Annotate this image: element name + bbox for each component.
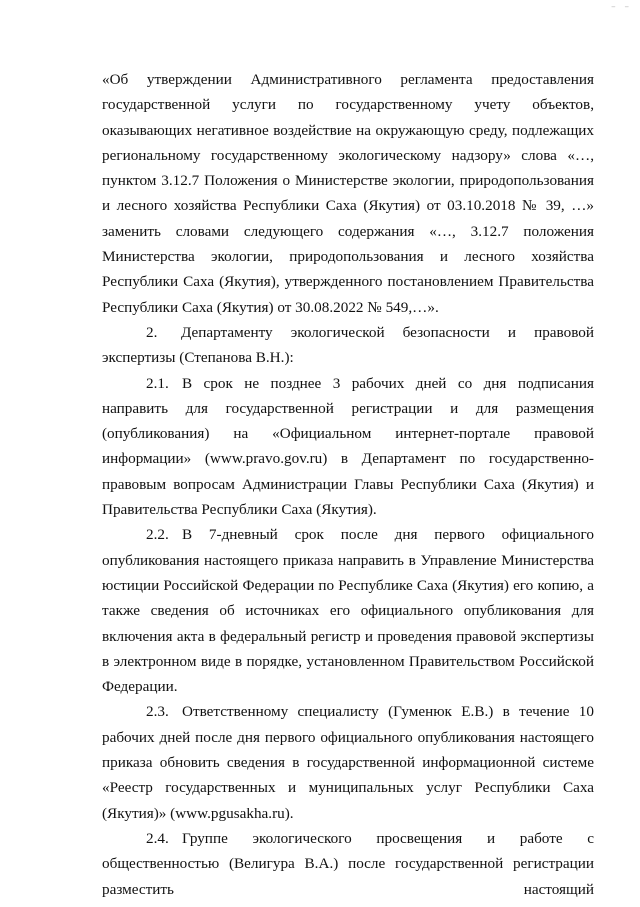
item-number: 2.3. bbox=[146, 703, 169, 721]
paragraph-item-2 bbox=[102, 320, 594, 371]
item-text: Группе экологического просвещения и работе с общественностью (Велигура В.А.) после государственной регистрации разместить настоящий bbox=[102, 829, 594, 898]
item-text: В 7-дневный срок после дня первого официального опубликования настоящего приказа направить в Управление Министерства юстиции Российской Федерации по Республике Саха (Якутия) его копию, а также сведения об источниках его официального опубликования для включения акта в федеральный регистр и проведения правовой экспертизы в электронном виде в порядке, установленном Правительством Российской Федерации. bbox=[102, 526, 594, 696]
paragraph-item-2-3 bbox=[102, 699, 594, 825]
document-body bbox=[102, 67, 594, 902]
paragraph-amendment: «Об утверждении Административного регламента предоставления государственной услуги по государственному учету объектов, оказывающих негативное воздействие на окружающую среду, подлежащих региональному государственному экологическому надзору» слова «…, пунктом 3.12.7 Положения о Министерстве экологии, природопользования и лесного хозяйства Республики Саха (Якутия) от 03.10.2018 № 39, …» заменить словами следующего содержания «…, 3.12.7 положения Министерства экологии, природопользования и лесного хозяйства Республики Саха (Якутия), утвержденного постановлением Правительства Республики Саха (Якутия) от 30.08.2022 № 549,…». bbox=[102, 71, 594, 316]
paragraph-item-2-2 bbox=[102, 522, 594, 699]
item-number: 2.1. bbox=[146, 374, 169, 392]
paragraph-item-2-4 bbox=[102, 826, 594, 902]
item-text: Департаменту экологической безопасности и правовой экспертизы (Степанова В.Н.): bbox=[102, 323, 594, 367]
item-number: 2.4. bbox=[146, 829, 169, 847]
item-number: 2. bbox=[146, 323, 158, 341]
paragraph-item-2-1 bbox=[102, 371, 594, 523]
item-text: В срок не позднее 3 рабочих дней со дня подписания направить для государственной регистрации и для размещения (опубликования) на «Официальном интернет-портале правовой информации» (www.pravo.gov.ru) в Департамент по государственно-правовым вопросам Администрации Главы Республики Саха (Якутия) и Правительства Республики Саха (Якутия). bbox=[102, 374, 594, 519]
item-text: Ответственному специалисту (Гуменюк Е.В.) в течение 10 рабочих дней после дня первого официального опубликования настоящего приказа обновить сведения в государственной информационной системе «Реестр государственных и муниципальных услуг Республики Саха (Якутия)» (www.pgusakha.ru). bbox=[102, 703, 594, 822]
corner-mark: – – bbox=[611, 2, 632, 12]
item-number: 2.2. bbox=[146, 526, 169, 544]
